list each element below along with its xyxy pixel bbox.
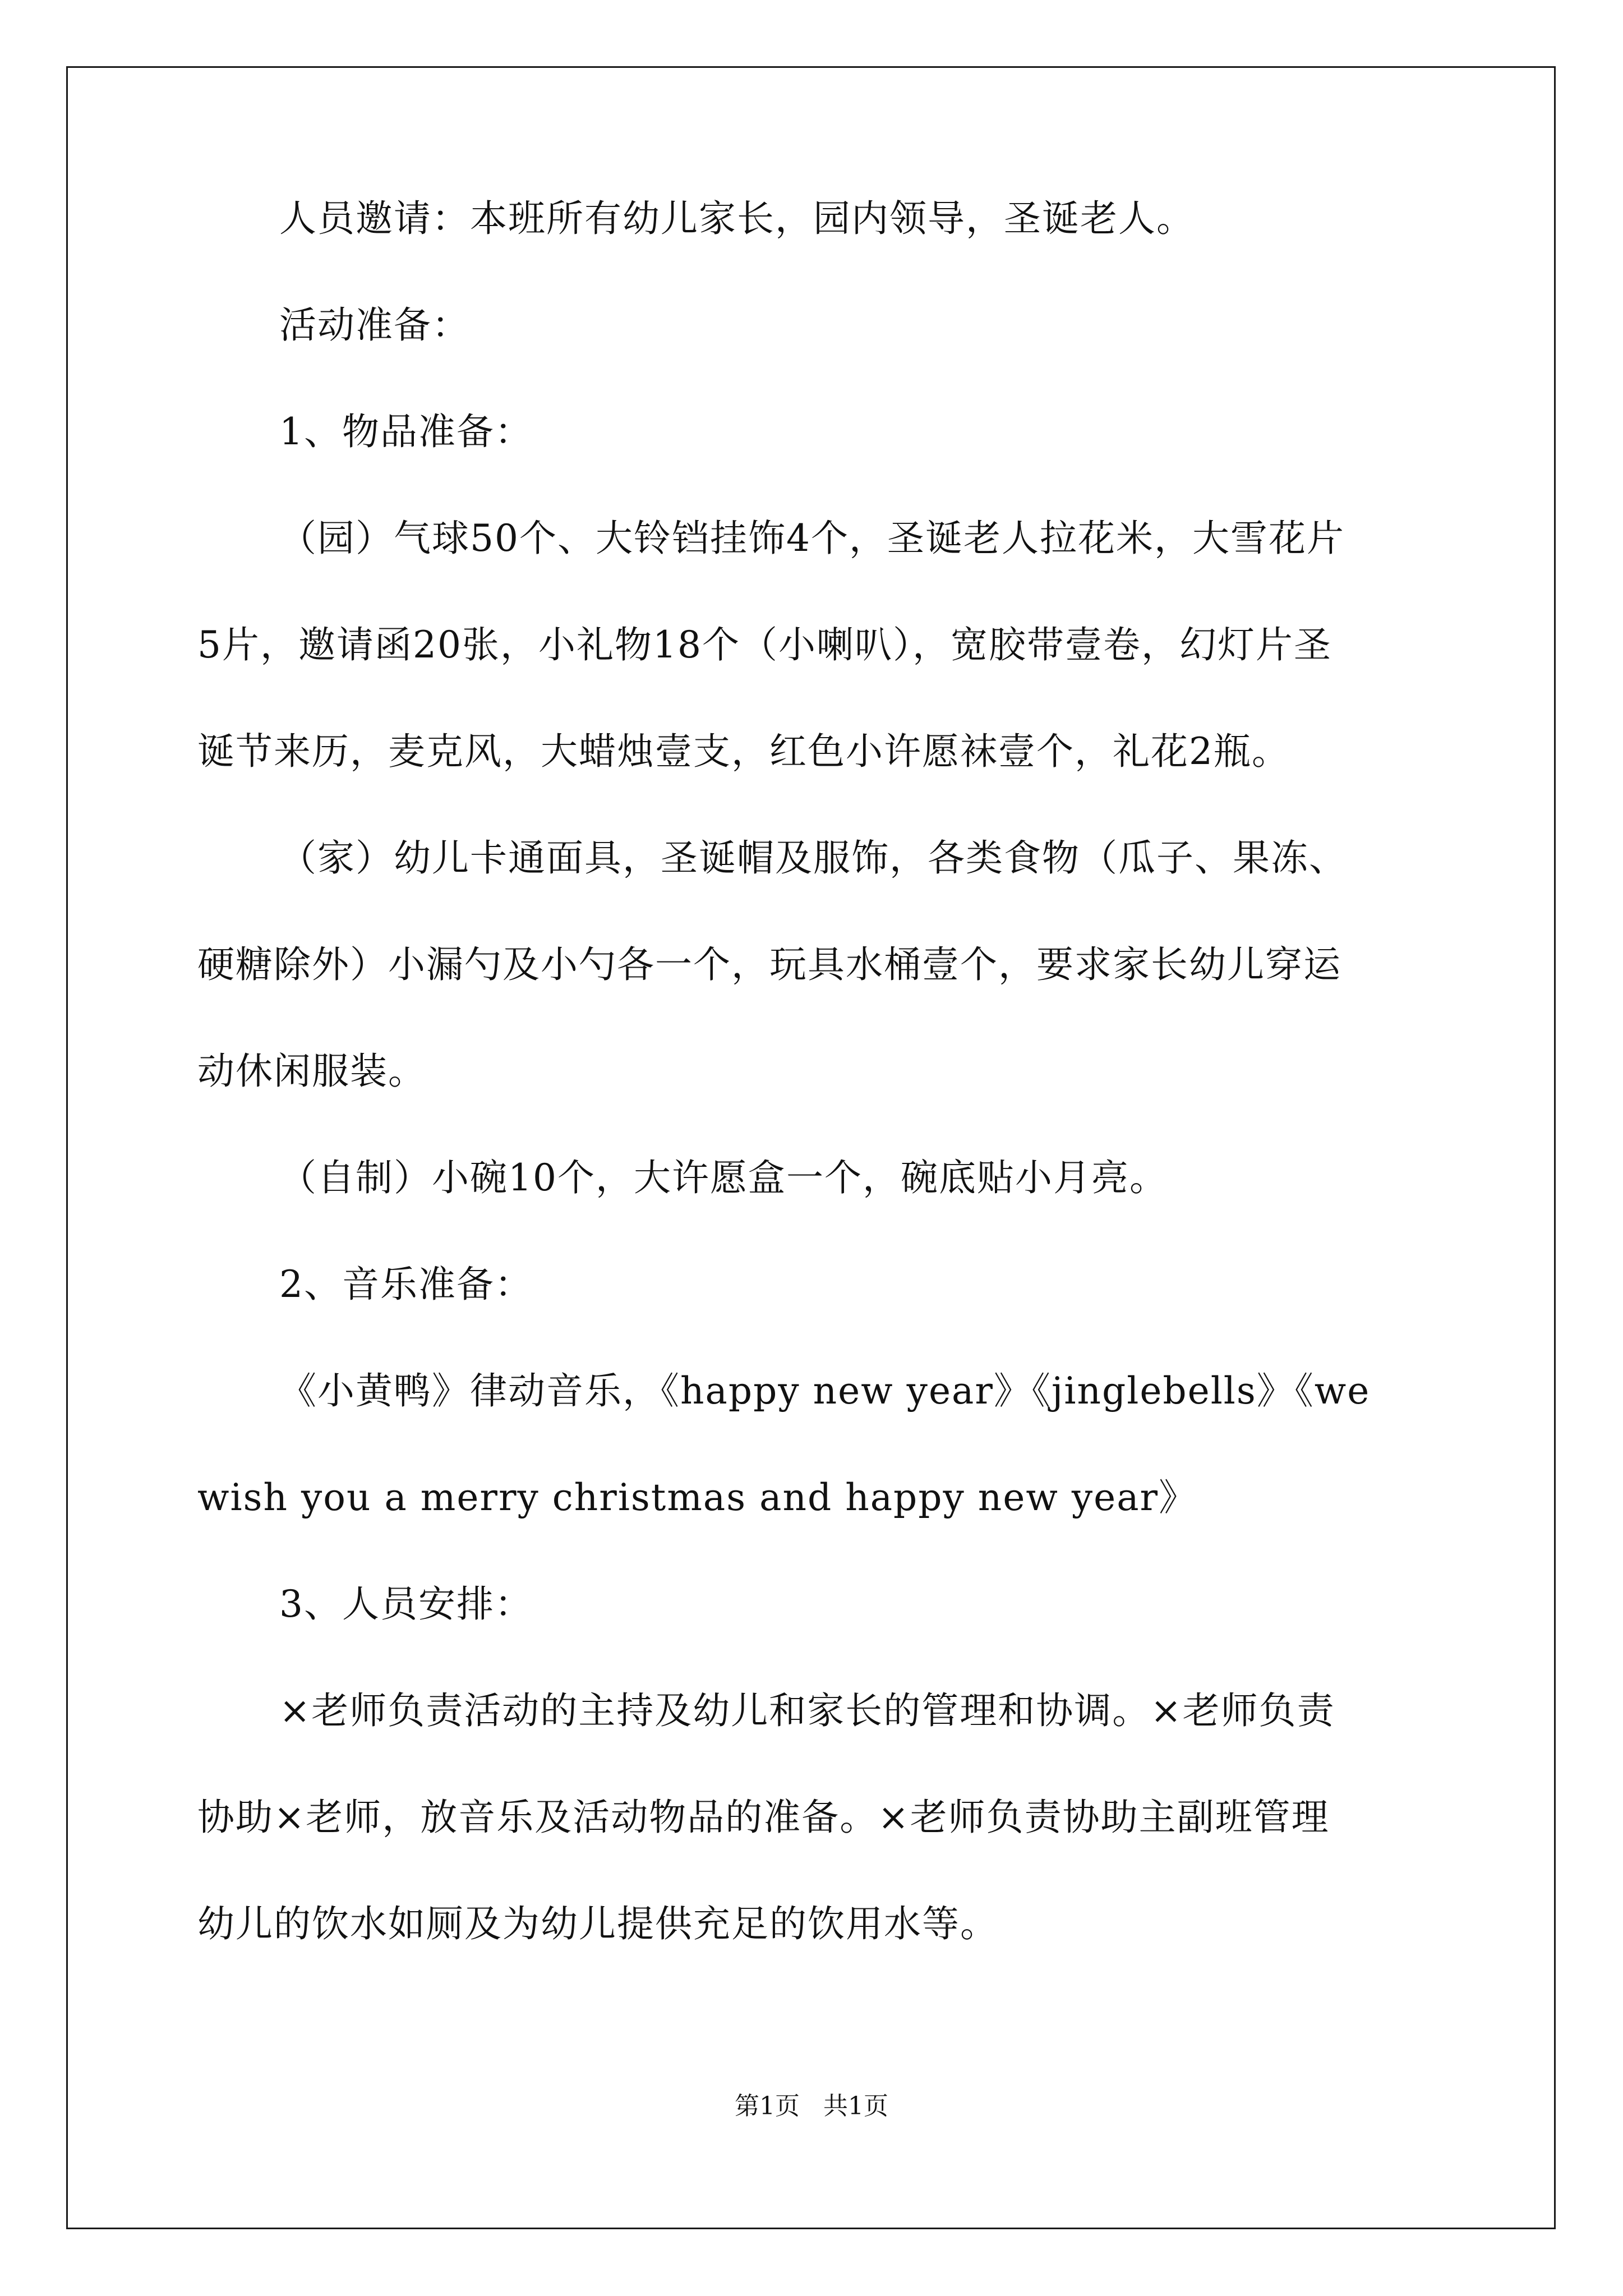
paragraph-home-items-line-1: （家）幼儿卡通面具，圣诞帽及服饰，各类食物（瓜子、果冻、 [279, 836, 1347, 880]
paragraph-music-line-2: wish you a merry christmas and happy new year》 [197, 1476, 1197, 1519]
paragraph-garden-items-line-3: 诞节来历，麦克风，大蜡烛壹支，红色小许愿袜壹个，礼花2瓶。 [197, 730, 1290, 773]
paragraph-staff-line-2: 协助×老师，放音乐及活动物品的准备。×老师负责协助主副班管理 [197, 1796, 1330, 1839]
paragraph-music-line-1: 《小黄鸭》律动音乐，《happy new year》《jinglebells》《we [279, 1369, 1371, 1412]
paragraph-home-items-line-2: 硬糖除外）小漏勺及小勺各一个，玩具水桶壹个，要求家长幼儿穿运 [197, 943, 1341, 986]
paragraph-garden-items-line-1: （园）气球50个、大铃铛挂饰4个，圣诞老人拉花米，大雪花片 [279, 517, 1345, 560]
paragraph-garden-items-line-2: 5片，邀请函20张，小礼物18个（小喇叭），宽胶带壹卷，幻灯片圣 [197, 623, 1332, 666]
heading-item-prep: 1、物品准备： [279, 410, 533, 453]
heading-music-prep: 2、音乐准备： [279, 1263, 533, 1306]
paragraph-invitees: 人员邀请：本班所有幼儿家长，园内领导，圣诞老人。 [279, 197, 1195, 240]
page-footer: 第1页 共1页 [735, 2092, 888, 2120]
heading-staff-arrangement: 3、人员安排： [279, 1582, 533, 1626]
heading-activity-prep: 活动准备： [279, 303, 470, 347]
paragraph-homemade-items: （自制）小碗10个，大许愿盒一个，碗底贴小月亮。 [279, 1156, 1168, 1199]
paragraph-staff-line-1: ×老师负责活动的主持及幼儿和家长的管理和协调。×老师负责 [279, 1689, 1335, 1732]
paragraph-home-items-line-3: 动休闲服装。 [197, 1050, 426, 1093]
paragraph-staff-line-3: 幼儿的饮水如厕及为幼儿提供充足的饮用水等。 [197, 1902, 998, 1945]
